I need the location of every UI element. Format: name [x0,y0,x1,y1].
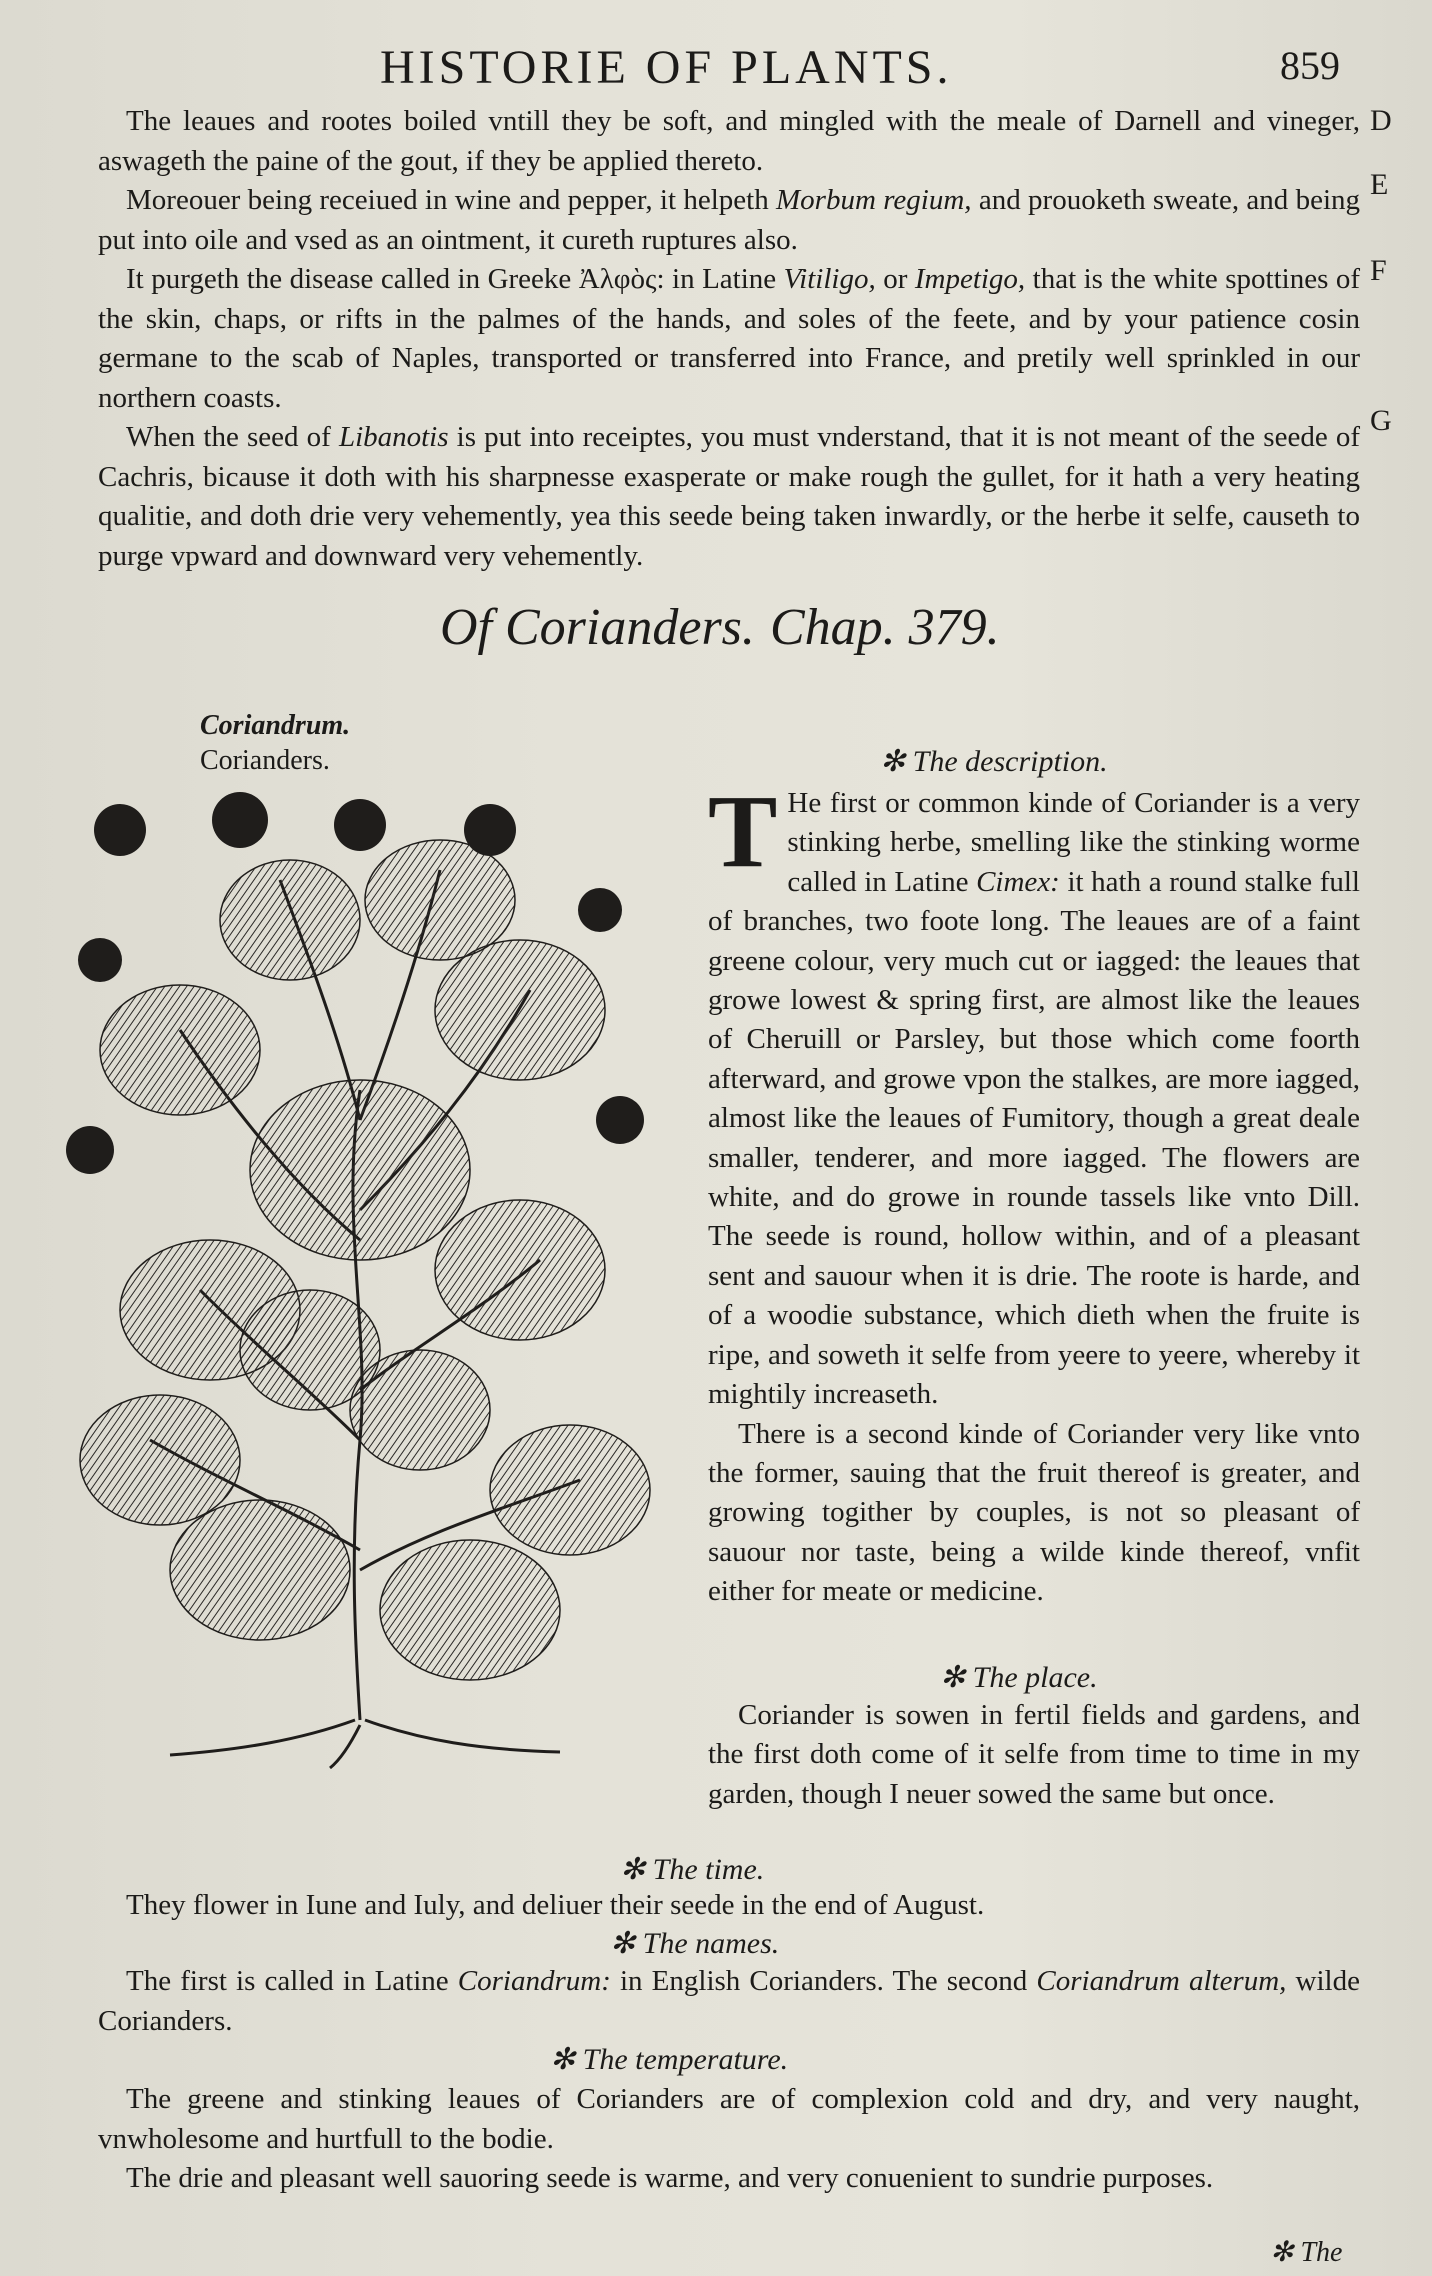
catchword: ✻ The [1270,2237,1343,2268]
section-head-description: ✻ The description. [880,745,1108,778]
place-paragraph: Coriander is sowen in fertil fields and gardens, and the first doth come of it selfe from time to time in my garden, though I neuer sowed the same but once. [708,1699,1360,1810]
margin-letter-g: G [1370,404,1392,437]
chapter-title: Of Corianders. [440,599,755,656]
time-paragraph: They flower in Iune and Iuly, and deliuer their seede in the end of August. [126,1889,985,1921]
margin-letter-f: F [1370,254,1387,287]
chapter-heading [440,598,1140,668]
temperature-paragraph-2: The drie and pleasant well sauoring seede is warme, and very conuenient to sundrie purposes. [126,2162,1214,2194]
names-paragraph: The first is called in Latine Coriandrum: in English Corianders. The second Coriandrum alterum, wilde Corianders. [98,1965,1360,2037]
section-head-temperature: ✻ The temperature. [550,2043,789,2076]
names-block [98,1962,1360,2041]
paragraph-vitiligo: It purgeth the disease called in Greeke Ἀλφὸς: in Latine Vitiligo, or Impetigo, that is the white spottines of the skin, chaps, or rifts in the palmes of the hands, and soles of the feete, and by your patience cosin germane to the scab of Naples, transported or transferred into France, and pretily well sprinkled in our northern coasts. [98,263,1360,414]
top-paragraphs [98,102,1360,576]
figure-caption-latin: Coriandrum. [200,710,351,741]
running-title: HISTORIE OF PLANTS. [380,41,953,94]
section-head-names: ✻ The names. [610,1927,780,1960]
paragraph-morbum: Moreouer being receiued in wine and pepper, it helpeth Morbum regium, and prouoketh sweate, and being put into oile and vsed as an ointment, it cureth ruptures also. [98,184,1360,256]
chapter-number: Chap. 379. [770,599,1000,656]
paragraph-gout: The leaues and rootes boiled vntill they be soft, and mingled with the meale of Darnell and vineger, aswageth the paine of the gout, if they be applied thereto. [98,105,1360,177]
dropcap: T [708,774,778,889]
section-head-place: ✻ The place. [940,1661,1098,1694]
page-number: 859 [1280,43,1340,88]
paragraph-libanotis: When the seed of Libanotis is put into receiptes, you must vnderstand, that it is not meant of the seede of Cachris, bicause it doth with his sharpnesse exasperate or make rough the gullet, for it hath a very heating qualitie, and doth drie very vehemently, yea this seede being taken inwardly, or the herbe it selfe, causeth to purge vpward and downward very vehemently. [98,421,1361,572]
margin-letter-e: E [1370,168,1389,201]
description-paragraph-2: There is a second kinde of Coriander very like vnto the former, sauing that the fruit thereof is greater, and growing togither by couples, is not so pleasant of sauour nor taste, being a wilde kinde thereof, vnfit either for meate or medicine. [708,1417,1360,1608]
margin-letter-d: D [1370,104,1392,137]
coriander-plant-woodcut-icon [60,790,660,1770]
section-head-time: ✻ The time. [620,1853,765,1886]
description-paragraph-1: T He first or common kinde of Coriander is a very stinking herbe, smelling like the stinking worme called in Latine Cimex: it hath a round stalke full of branches, two foote long. The leaues are of a faint greene colour, very much cut or iagged: the leaues that growe lowest & spring first, are almost like the leaues of Cheruill or Parsley, but those which come foorth afterward, and growe vpon the stalkes, are more iagged, almost like the leaues of Fumitory, though a great deale smaller, tenderer, and more iagged. The flowers are white, and do growe in rounde tassels like vnto Dill. The seede is round, hollow within, and of a pleasant sent and sauour when it is drie. The roote is harde, and of a woodie substance, which dieth when the fruite is ripe, and soweth it selfe from yeere to yeere, whereby it mightily increaseth. [708,774,1360,1411]
figure-caption-english: Corianders. [200,745,330,776]
description-column [708,774,1360,1612]
temperature-paragraph-1: The greene and stinking leaues of Corianders are of complexion cold and dry, and very naught, vnwholesome and hurtfull to the bodie. [98,2083,1360,2155]
place-column [708,1696,1360,1814]
time-block [98,1886,1360,1926]
temperature-block [98,2080,1360,2199]
